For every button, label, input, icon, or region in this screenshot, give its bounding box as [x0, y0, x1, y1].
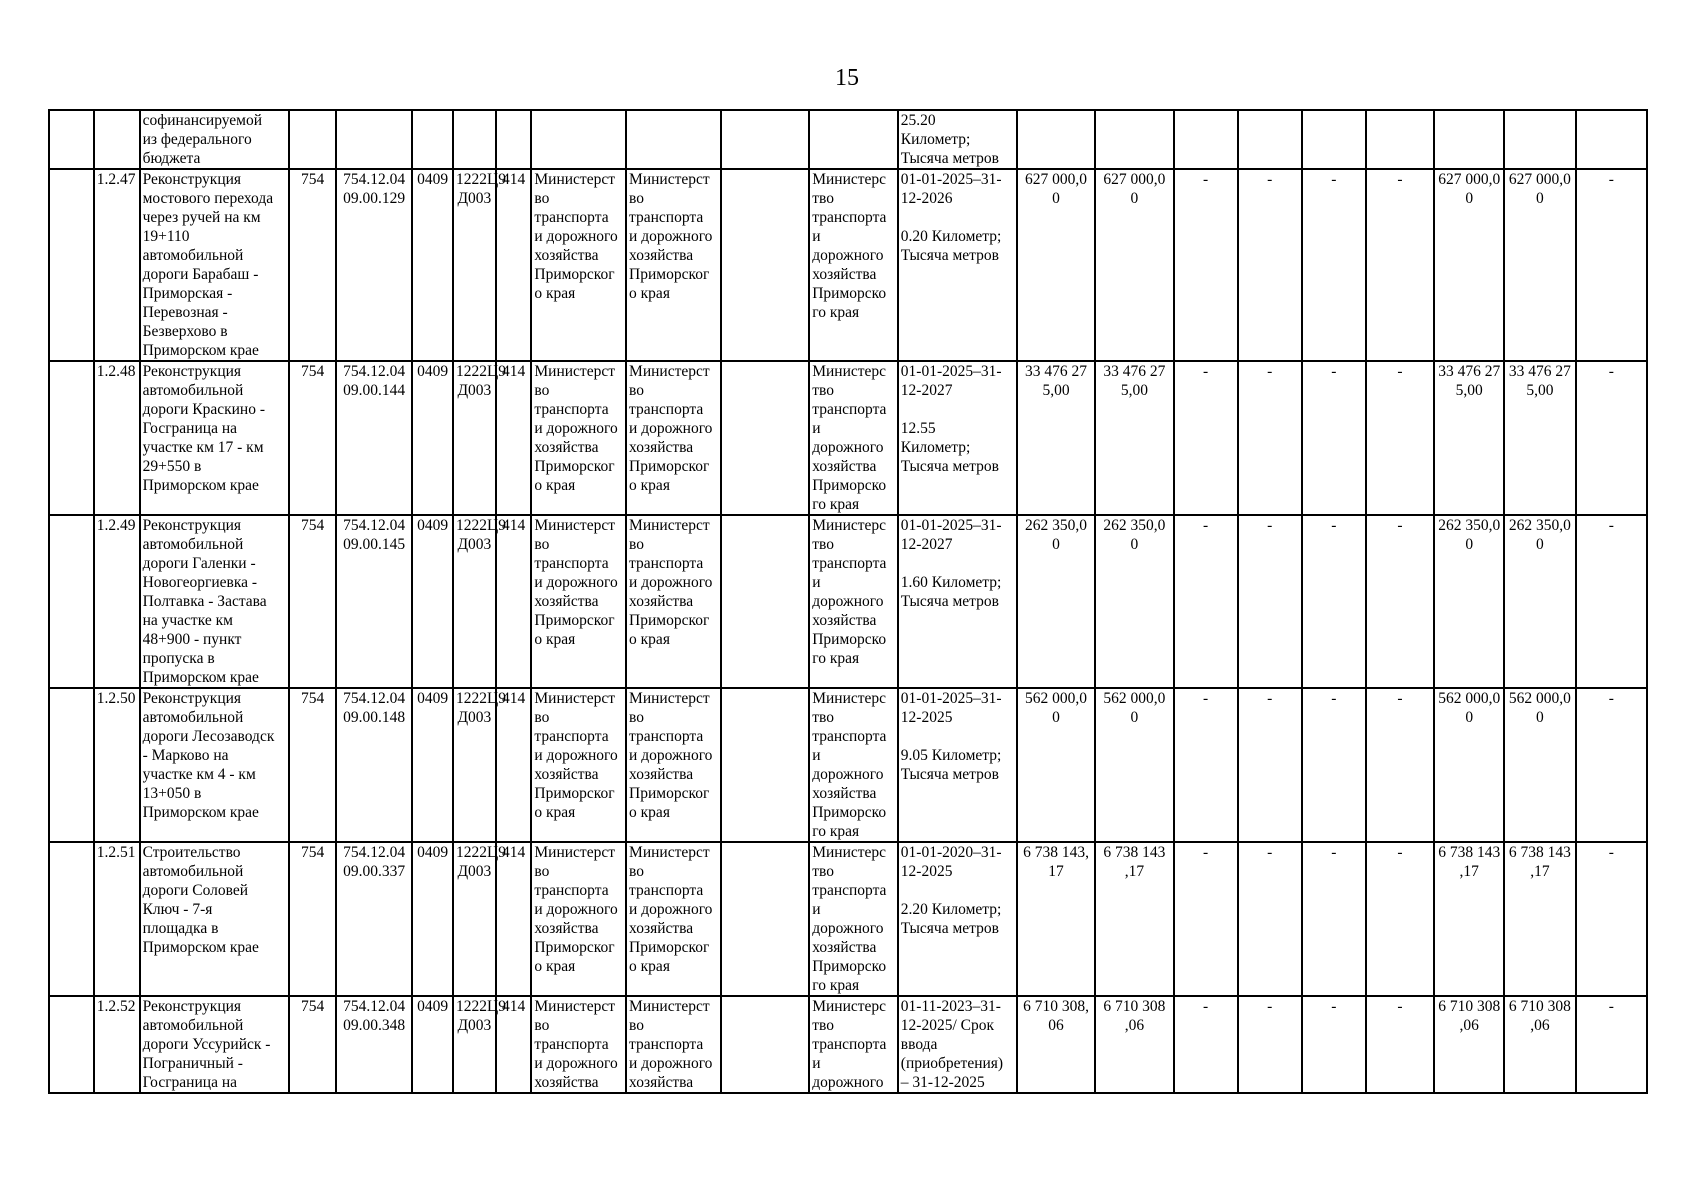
value-total-2-cell	[1095, 996, 1173, 1093]
kbk-code: 754.12.04 09.00.144	[343, 363, 406, 399]
value-other-2: -	[1397, 998, 1403, 1015]
value-regional-2-cell	[1504, 110, 1575, 169]
value-total-2: 562 000,0 0	[1103, 690, 1166, 726]
row-number: 1.2.51	[96, 844, 136, 861]
kbk-code: 754.12.04 09.00.145	[343, 517, 406, 553]
section-code-cell	[412, 996, 453, 1093]
customer-org: Министерст во транспорта и дорожного хозяйства	[534, 998, 618, 1091]
grbs-code-cell	[289, 842, 336, 996]
empty-column-cell	[721, 688, 810, 842]
period-capacity-cell	[898, 996, 1017, 1093]
expense-type-code-cell	[496, 996, 532, 1093]
value-federal-cell	[1174, 688, 1238, 842]
target-article-code: 1222Ц9 Д003	[456, 171, 506, 207]
value-total-cell	[1017, 515, 1095, 688]
value-local: -	[1608, 844, 1614, 861]
value-regional-2-cell	[1504, 996, 1575, 1093]
value-regional-cell	[1434, 842, 1504, 996]
value-regional-cell	[1434, 361, 1504, 515]
executor-org: Министерс тво транспорта и дорожного хозяйства Приморско го края	[812, 171, 887, 321]
object-name: Реконструкция автомобильной дороги Лесозаводск - Марково на участке км 4 - км 13+050 в Приморском крае	[142, 690, 275, 821]
value-regional-2-cell	[1504, 688, 1575, 842]
value-other-cell	[1302, 996, 1366, 1093]
kbk-code-cell	[336, 688, 412, 842]
section-code-cell	[412, 110, 453, 169]
value-federal-2: -	[1267, 363, 1273, 380]
value-federal: -	[1203, 171, 1209, 188]
customer-org-cell	[531, 842, 626, 996]
section-code: 0409	[417, 517, 449, 534]
target-article-code-cell	[453, 361, 506, 515]
value-total-2-cell	[1095, 515, 1173, 688]
value-regional-2-cell	[1504, 361, 1575, 515]
value-federal: -	[1203, 690, 1209, 707]
expense-type-code-cell	[496, 169, 532, 361]
customer-org: Министерст во транспорта и дорожного хозяйства Приморског о края	[534, 690, 618, 821]
row-number-cell	[94, 110, 140, 169]
value-regional-cell	[1434, 110, 1504, 169]
value-total: 6 710 308, 06	[1023, 998, 1089, 1034]
value-regional-2-cell	[1504, 169, 1575, 361]
customer-org-cell	[531, 515, 626, 688]
target-article-code: 1222Ц9 Д003	[456, 844, 506, 880]
value-other-cell	[1302, 110, 1366, 169]
target-article-code: 1222Ц9 Д003	[456, 690, 506, 726]
builder-org: Министерст во транспорта и дорожного хозяйства	[629, 998, 713, 1091]
value-regional: 262 350,0 0	[1438, 517, 1501, 553]
period-capacity-cell	[898, 361, 1017, 515]
period-capacity: 01-11-2023–31- 12-2025/ Срок ввода (приобретения) – 31-12-2025	[900, 998, 1004, 1091]
table-row	[49, 169, 1647, 361]
expense-type-code: 414	[501, 998, 526, 1015]
value-other-2-cell	[1366, 515, 1434, 688]
executor-org: Министерс тво транспорта и дорожного хозяйства Приморско го края	[812, 363, 887, 513]
value-total-2-cell	[1095, 688, 1173, 842]
builder-org-cell	[626, 515, 721, 688]
value-regional: 627 000,0 0	[1438, 171, 1501, 207]
object-name-cell	[140, 361, 290, 515]
kbk-code-cell	[336, 169, 412, 361]
object-name: Реконструкция автомобильной дороги Уссурийск - Пограничный - Госграница на	[142, 998, 271, 1091]
value-regional: 6 710 308 ,06	[1438, 998, 1501, 1034]
object-name: Реконструкция мостового перехода через ручей на км 19+110 автомобильной дороги Барабаш - Приморская - Перевозная - Безверхово в Приморском крае	[142, 171, 274, 359]
target-article-code: 1222Ц9 Д003	[456, 517, 506, 553]
value-other-cell	[1302, 361, 1366, 515]
table-row	[49, 515, 1647, 688]
builder-org-cell	[626, 361, 721, 515]
object-name: Реконструкция автомобильной дороги Краскино - Госграница на участке км 17 - км 29+550 в Приморском крае	[142, 363, 265, 494]
customer-org-cell	[531, 110, 626, 169]
value-total-cell	[1017, 842, 1095, 996]
value-federal-2-cell	[1238, 110, 1302, 169]
grbs-code-cell	[289, 110, 336, 169]
period-capacity-cell	[898, 169, 1017, 361]
value-federal-2-cell	[1238, 361, 1302, 515]
value-regional-2-cell	[1504, 515, 1575, 688]
row-number-cell	[94, 515, 140, 688]
value-local-cell	[1576, 169, 1647, 361]
value-other-2: -	[1397, 363, 1403, 380]
value-federal-2: -	[1267, 171, 1273, 188]
value-federal-2: -	[1267, 517, 1273, 534]
value-regional: 33 476 27 5,00	[1438, 363, 1501, 399]
period-capacity-cell	[898, 110, 1017, 169]
value-federal-2: -	[1267, 690, 1273, 707]
target-article-code: 1222Ц9 Д003	[456, 998, 506, 1034]
value-federal: -	[1203, 517, 1209, 534]
row-number-cell	[94, 688, 140, 842]
value-total-2: 6 738 143 ,17	[1103, 844, 1166, 880]
value-local: -	[1608, 363, 1614, 380]
value-other-cell	[1302, 842, 1366, 996]
value-total-cell	[1017, 688, 1095, 842]
value-total: 627 000,0 0	[1025, 171, 1088, 207]
section-code: 0409	[417, 171, 449, 188]
executor-org-cell	[809, 110, 898, 169]
value-regional-cell	[1434, 688, 1504, 842]
section-code: 0409	[417, 690, 449, 707]
value-other-2: -	[1397, 690, 1403, 707]
value-other-cell	[1302, 515, 1366, 688]
value-total: 262 350,0 0	[1025, 517, 1088, 553]
kbk-code-cell	[336, 842, 412, 996]
period-capacity: 01-01-2025–31- 12-2027 1.60 Километр; Тысяча метров	[900, 517, 1002, 610]
period-capacity-cell	[898, 515, 1017, 688]
grbs-code-cell	[289, 688, 336, 842]
customer-org: Министерст во транспорта и дорожного хозяйства Приморског о края	[534, 363, 618, 494]
object-name: софинансируемой из федерального бюджета	[142, 112, 263, 167]
empty-column-cell	[721, 169, 810, 361]
grbs-code: 754	[300, 363, 325, 380]
value-total: 6 738 143, 17	[1023, 844, 1089, 880]
value-local-cell	[1576, 361, 1647, 515]
builder-org: Министерст во транспорта и дорожного хозяйства Приморског о края	[629, 517, 713, 648]
blank-cell	[49, 110, 94, 169]
expense-type-code: 414	[501, 517, 526, 534]
period-capacity: 01-01-2025–31- 12-2027 12.55 Километр; Тысяча метров	[900, 363, 1002, 475]
value-other-2-cell	[1366, 361, 1434, 515]
customer-org: Министерст во транспорта и дорожного хозяйства Приморског о края	[534, 171, 618, 302]
value-federal-cell	[1174, 361, 1238, 515]
grbs-code-cell	[289, 515, 336, 688]
grbs-code-cell	[289, 996, 336, 1093]
customer-org: Министерст во транспорта и дорожного хозяйства Приморског о края	[534, 844, 618, 975]
expense-type-code: 414	[501, 690, 526, 707]
executor-org-cell	[809, 169, 898, 361]
value-total-2-cell	[1095, 169, 1173, 361]
builder-org-cell	[626, 688, 721, 842]
value-other-2-cell	[1366, 110, 1434, 169]
value-other: -	[1331, 517, 1337, 534]
value-federal-2-cell	[1238, 515, 1302, 688]
value-federal: -	[1203, 844, 1209, 861]
value-local-cell	[1576, 688, 1647, 842]
expense-type-code: 414	[501, 171, 526, 188]
object-name: Реконструкция автомобильной дороги Галенки - Новогеоргиевка - Полтавка - Застава на участке км 48+900 - пункт пропуска в Приморском крае	[142, 517, 267, 686]
kbk-code-cell	[336, 515, 412, 688]
empty-column-cell	[721, 842, 810, 996]
empty-column-cell	[721, 361, 810, 515]
table-row	[49, 688, 1647, 842]
target-article-code-cell	[453, 169, 506, 361]
value-local-cell	[1576, 842, 1647, 996]
value-other-2: -	[1397, 844, 1403, 861]
value-federal-cell	[1174, 169, 1238, 361]
value-total-cell	[1017, 361, 1095, 515]
value-other: -	[1331, 998, 1337, 1015]
row-number: 1.2.52	[96, 998, 136, 1015]
section-code-cell	[412, 688, 453, 842]
grbs-code: 754	[300, 998, 325, 1015]
executor-org: Министерс тво транспорта и дорожного хозяйства Приморско го края	[812, 690, 887, 840]
builder-org: Министерст во транспорта и дорожного хозяйства Приморског о края	[629, 171, 713, 302]
section-code: 0409	[417, 998, 449, 1015]
builder-org-cell	[626, 169, 721, 361]
value-total-2: 6 710 308 ,06	[1103, 998, 1166, 1034]
value-other-cell	[1302, 169, 1366, 361]
empty-column-cell	[721, 996, 810, 1093]
table-row	[49, 842, 1647, 996]
value-regional-2: 6 710 308 ,06	[1508, 998, 1571, 1034]
builder-org: Министерст во транспорта и дорожного хозяйства Приморског о края	[629, 844, 713, 975]
row-number-cell	[94, 169, 140, 361]
value-federal-2-cell	[1238, 996, 1302, 1093]
expense-type-code: 414	[501, 844, 526, 861]
value-total: 33 476 27 5,00	[1025, 363, 1088, 399]
empty-column-cell	[721, 110, 810, 169]
value-total-2: 627 000,0 0	[1103, 171, 1166, 207]
executor-org: Министерс тво транспорта и дорожного	[812, 998, 887, 1091]
object-name-cell	[140, 169, 290, 361]
value-other-2-cell	[1366, 996, 1434, 1093]
object-name: Строительство автомобильной дороги Соловей Ключ - 7-я площадка в Приморском крае	[142, 844, 259, 956]
table-row	[49, 110, 1647, 169]
target-article-code-cell	[453, 515, 506, 688]
blank-cell	[49, 688, 94, 842]
builder-org-cell	[626, 110, 721, 169]
row-number-cell	[94, 996, 140, 1093]
executor-org: Министерс тво транспорта и дорожного хозяйства Приморско го края	[812, 517, 887, 667]
object-name-cell	[140, 996, 290, 1093]
value-regional: 6 738 143 ,17	[1438, 844, 1501, 880]
value-federal-2-cell	[1238, 688, 1302, 842]
executor-org-cell	[809, 842, 898, 996]
target-article-code-cell	[453, 110, 496, 169]
value-regional-cell	[1434, 996, 1504, 1093]
object-name-cell	[140, 688, 290, 842]
grbs-code: 754	[300, 690, 325, 707]
value-regional-2: 33 476 27 5,00	[1508, 363, 1571, 399]
object-name-cell	[140, 842, 290, 996]
value-local-cell	[1576, 996, 1647, 1093]
value-regional-2: 627 000,0 0	[1508, 171, 1571, 207]
value-regional-cell	[1434, 515, 1504, 688]
value-other-2: -	[1397, 171, 1403, 188]
value-local: -	[1608, 517, 1614, 534]
row-number: 1.2.49	[96, 517, 136, 534]
value-total-cell	[1017, 110, 1095, 169]
target-article-code: 1222Ц9 Д003	[456, 363, 506, 399]
period-capacity: 01-01-2025–31- 12-2026 0.20 Километр; Тысяча метров	[900, 171, 1002, 264]
value-regional-2-cell	[1504, 842, 1575, 996]
executor-org-cell	[809, 515, 898, 688]
section-code-cell	[412, 842, 453, 996]
value-local-cell	[1576, 515, 1647, 688]
row-number: 1.2.48	[96, 363, 136, 380]
value-federal-2-cell	[1238, 842, 1302, 996]
value-federal-2-cell	[1238, 169, 1302, 361]
value-regional-cell	[1434, 169, 1504, 361]
value-federal-cell	[1174, 110, 1238, 169]
target-article-code-cell	[453, 842, 506, 996]
value-total-2-cell	[1095, 842, 1173, 996]
period-capacity-cell	[898, 842, 1017, 996]
value-federal-cell	[1174, 996, 1238, 1093]
row-number: 1.2.47	[96, 171, 136, 188]
kbk-code-cell	[336, 996, 412, 1093]
table-row	[49, 996, 1647, 1093]
section-code: 0409	[417, 844, 449, 861]
expense-type-code-cell	[496, 842, 532, 996]
value-total-2-cell	[1095, 361, 1173, 515]
period-capacity: 01-01-2020–31- 12-2025 2.20 Километр; Тысяча метров	[900, 844, 1002, 937]
builder-org-cell	[626, 996, 721, 1093]
blank-cell	[49, 996, 94, 1093]
builder-org: Министерст во транспорта и дорожного хозяйства Приморског о края	[629, 363, 713, 494]
value-regional-2: 262 350,0 0	[1508, 517, 1571, 553]
value-other: -	[1331, 844, 1337, 861]
row-number: 1.2.50	[96, 690, 136, 707]
object-name-cell	[140, 515, 290, 688]
value-other: -	[1331, 690, 1337, 707]
executor-org-cell	[809, 361, 898, 515]
program-table	[48, 109, 1648, 1094]
kbk-code: 754.12.04 09.00.348	[343, 998, 406, 1034]
executor-org: Министерс тво транспорта и дорожного хозяйства Приморско го края	[812, 844, 887, 994]
builder-org-cell	[626, 842, 721, 996]
kbk-code-cell	[336, 110, 412, 169]
value-regional-2: 562 000,0 0	[1508, 690, 1571, 726]
value-total: 562 000,0 0	[1025, 690, 1088, 726]
value-federal-cell	[1174, 842, 1238, 996]
blank-cell	[49, 842, 94, 996]
value-local-cell	[1576, 110, 1647, 169]
customer-org-cell	[531, 688, 626, 842]
value-other-2-cell	[1366, 169, 1434, 361]
value-other: -	[1331, 171, 1337, 188]
row-number-cell	[94, 842, 140, 996]
expense-type-code-cell	[496, 688, 532, 842]
kbk-code-cell	[336, 361, 412, 515]
page-number: 15	[835, 65, 859, 91]
period-capacity: 25.20 Километр; Тысяча метров	[900, 112, 999, 167]
expense-type-code-cell	[496, 361, 532, 515]
table-row	[49, 361, 1647, 515]
expense-type-code-cell	[496, 110, 532, 169]
section-code-cell	[412, 361, 453, 515]
value-total-2: 33 476 27 5,00	[1103, 363, 1166, 399]
value-other-cell	[1302, 688, 1366, 842]
value-total-cell	[1017, 996, 1095, 1093]
blank-cell	[49, 515, 94, 688]
value-federal-2: -	[1267, 844, 1273, 861]
value-federal-2: -	[1267, 998, 1273, 1015]
value-total-2: 262 350,0 0	[1103, 517, 1166, 553]
value-local: -	[1608, 171, 1614, 188]
expense-type-code: 414	[501, 363, 526, 380]
value-other-2-cell	[1366, 842, 1434, 996]
grbs-code: 754	[300, 171, 325, 188]
kbk-code: 754.12.04 09.00.148	[343, 690, 406, 726]
blank-cell	[49, 361, 94, 515]
kbk-code: 754.12.04 09.00.129	[343, 171, 406, 207]
value-local: -	[1608, 998, 1614, 1015]
value-other: -	[1331, 363, 1337, 380]
value-other-2-cell	[1366, 688, 1434, 842]
value-total-cell	[1017, 169, 1095, 361]
section-code: 0409	[417, 363, 449, 380]
value-federal-cell	[1174, 515, 1238, 688]
section-code-cell	[412, 169, 453, 361]
grbs-code: 754	[300, 517, 325, 534]
customer-org-cell	[531, 361, 626, 515]
value-regional: 562 000,0 0	[1438, 690, 1501, 726]
executor-org-cell	[809, 688, 898, 842]
expense-type-code-cell	[496, 515, 532, 688]
customer-org-cell	[531, 169, 626, 361]
period-capacity-cell	[898, 688, 1017, 842]
target-article-code-cell	[453, 688, 506, 842]
kbk-code: 754.12.04 09.00.337	[343, 844, 406, 880]
customer-org-cell	[531, 996, 626, 1093]
value-total-2-cell	[1095, 110, 1173, 169]
value-federal: -	[1203, 363, 1209, 380]
grbs-code-cell	[289, 361, 336, 515]
value-federal: -	[1203, 998, 1209, 1015]
grbs-code: 754	[300, 844, 325, 861]
grbs-code-cell	[289, 169, 336, 361]
section-code-cell	[412, 515, 453, 688]
value-regional-2: 6 738 143 ,17	[1508, 844, 1571, 880]
customer-org: Министерст во транспорта и дорожного хозяйства Приморског о края	[534, 517, 618, 648]
blank-cell	[49, 169, 94, 361]
period-capacity: 01-01-2025–31- 12-2025 9.05 Километр; Тысяча метров	[900, 690, 1002, 783]
value-local: -	[1608, 690, 1614, 707]
value-other-2: -	[1397, 517, 1403, 534]
builder-org: Министерст во транспорта и дорожного хозяйства Приморског о края	[629, 690, 713, 821]
target-article-code-cell	[453, 996, 506, 1093]
object-name-cell	[140, 110, 290, 169]
empty-column-cell	[721, 515, 810, 688]
executor-org-cell	[809, 996, 898, 1093]
row-number-cell	[94, 361, 140, 515]
